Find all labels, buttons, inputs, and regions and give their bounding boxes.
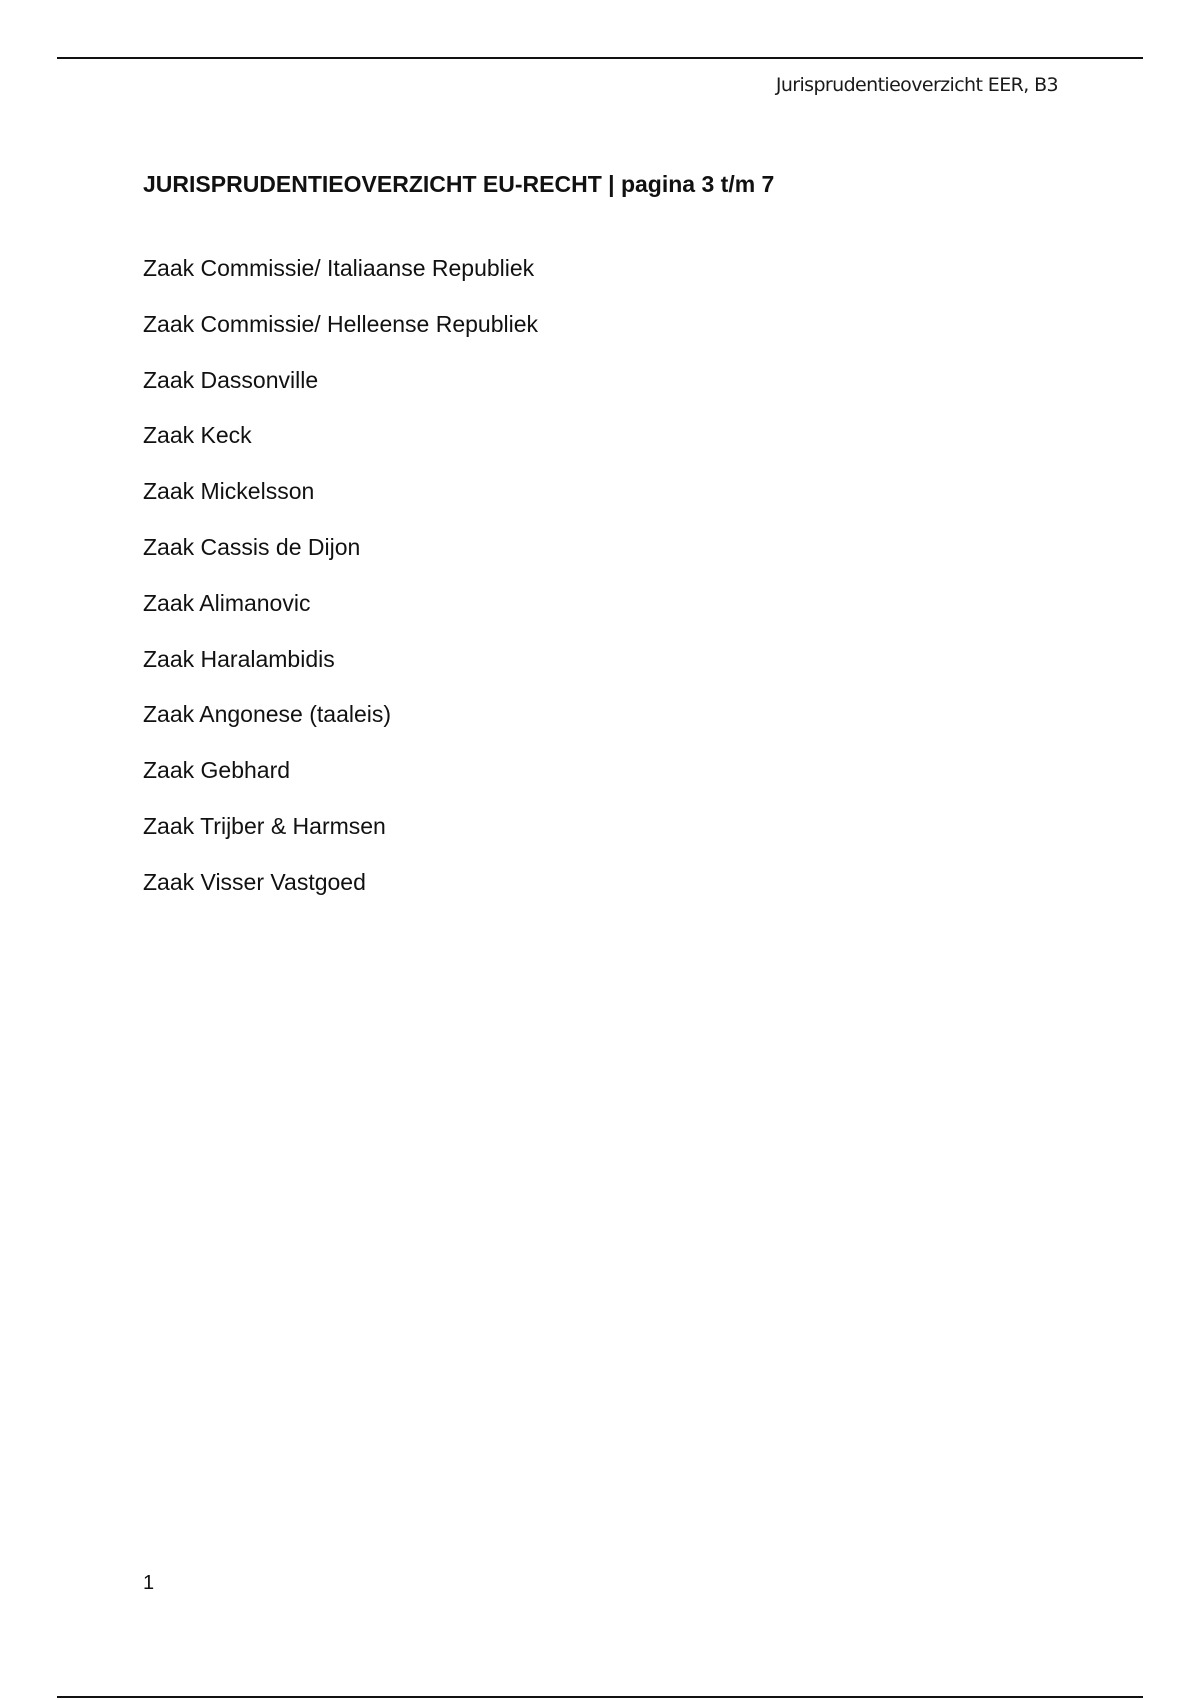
case-item: Zaak Alimanovic: [143, 589, 311, 616]
case-item: Zaak Cassis de Dijon: [143, 533, 361, 560]
case-item: Zaak Commissie/ Italiaanse Republiek: [143, 255, 535, 281]
document-title: JURISPRUDENTIEOVERZICHT EU-RECHT | pagina 3 t/m 7: [143, 171, 775, 197]
footer-rule: [57, 1696, 1143, 1698]
case-item: Zaak Mickelsson: [143, 478, 315, 505]
case-item: Zaak Haralambidis: [143, 645, 335, 672]
case-list: [143, 254, 538, 924]
case-item: Zaak Trijber & Harmsen: [143, 812, 386, 839]
page-number: 1: [143, 1572, 155, 1594]
case-item: Zaak Commissie/ Helleense Republiek: [143, 310, 538, 337]
case-item: Zaak Visser Vastgoed: [143, 868, 366, 895]
case-item: Zaak Angonese (taaleis): [143, 701, 392, 728]
header-rule: [57, 57, 1143, 59]
case-item: Zaak Dassonville: [143, 366, 319, 393]
running-header: Jurisprudentieoverzicht EER, B3: [775, 74, 1058, 96]
case-item: Zaak Keck: [143, 422, 252, 449]
case-item: Zaak Gebhard: [143, 757, 291, 784]
